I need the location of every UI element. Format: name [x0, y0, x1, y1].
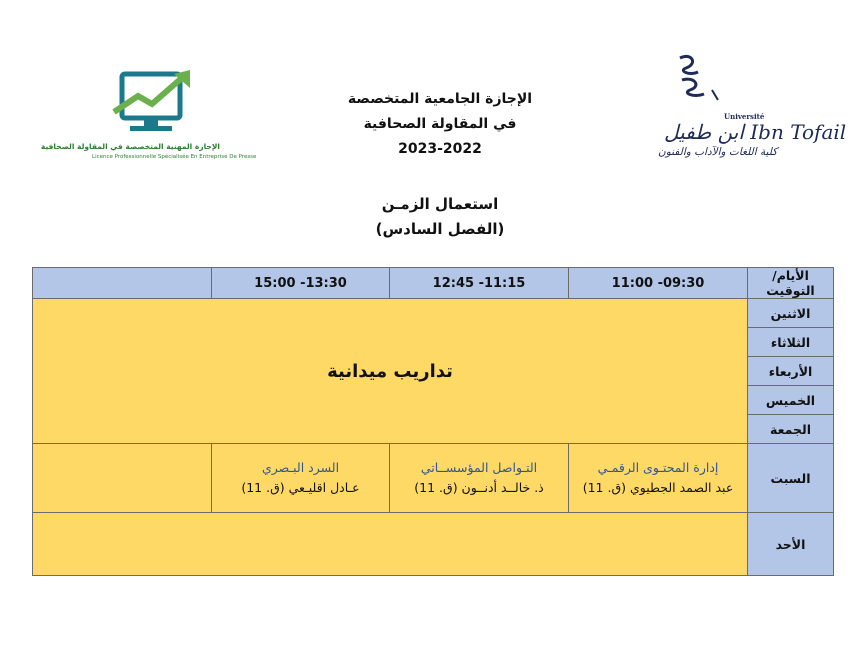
university-name: ابن طفيل Ibn Tofail	[664, 120, 847, 144]
monitor-chart-icon	[86, 66, 230, 142]
faculty-name: كلية اللغات والآداب والفنون	[658, 146, 778, 158]
course-professor: عـادل اقليـعي (ق. 11)	[241, 480, 360, 495]
field-training-cell: تداريب ميدانية	[33, 299, 748, 444]
sunday-empty-cell	[33, 513, 748, 576]
timetable	[32, 267, 834, 576]
saturday-course-3	[212, 444, 390, 513]
program-header	[320, 87, 560, 162]
calligraphy-emblem-icon	[668, 50, 728, 110]
semester-label: (الفصل السادس)	[375, 220, 505, 238]
corner-header-cell: الأيام/التوقيت	[748, 268, 834, 299]
table-row	[33, 444, 834, 513]
course-professor: ذ. خالــد أدنــون (ق. 11)	[414, 480, 544, 495]
saturday-course-2	[390, 444, 569, 513]
saturday-course-1	[569, 444, 748, 513]
course-professor: عبد الصمد الجطيوي (ق. 11)	[582, 480, 734, 495]
academic-year: 2023-2022	[398, 141, 482, 157]
day-thursday: الخميس	[748, 386, 834, 415]
slot-header-2: 12:45 -11:15	[390, 268, 569, 299]
program-title: الإجازة الجامعية المتخصصة	[347, 91, 533, 107]
logo-left-french-text: Licence Professionnelle Spécialisée En Entreprise De Presse	[92, 154, 257, 160]
day-saturday: السبت	[748, 444, 834, 513]
course-title: السرد البـصري	[261, 460, 340, 475]
day-sunday: الأحد	[748, 513, 834, 576]
day-monday: الاثنين	[748, 299, 834, 328]
slot-header-1: 11:00 -09:30	[569, 268, 748, 299]
program-subtitle: في المقاولة الصحافية	[363, 116, 517, 132]
course-title: إدارة المحتـوى الرقمـي	[597, 460, 719, 475]
day-wednesday: الأربعاء	[748, 357, 834, 386]
day-friday: الجمعة	[748, 415, 834, 444]
table-header-row	[33, 268, 834, 299]
university-label: Université	[724, 112, 765, 121]
slot-header-3: 15:00 -13:30	[212, 268, 390, 299]
schedule-heading	[320, 192, 560, 242]
table-row	[33, 513, 834, 576]
day-tuesday: الثلاثاء	[748, 328, 834, 357]
logo-left-arabic-text: الإجازة المهنية المتخصصة في المقاولة الصحافية	[40, 142, 220, 151]
table-row	[33, 299, 834, 328]
saturday-empty-cell	[33, 444, 212, 513]
university-logo	[650, 50, 847, 172]
schedule-title: استعمال الزمـن	[381, 195, 499, 213]
course-title: التـواصل المؤسســاتي	[420, 460, 538, 475]
licence-logo	[40, 66, 257, 176]
empty-header-cell	[33, 268, 212, 299]
